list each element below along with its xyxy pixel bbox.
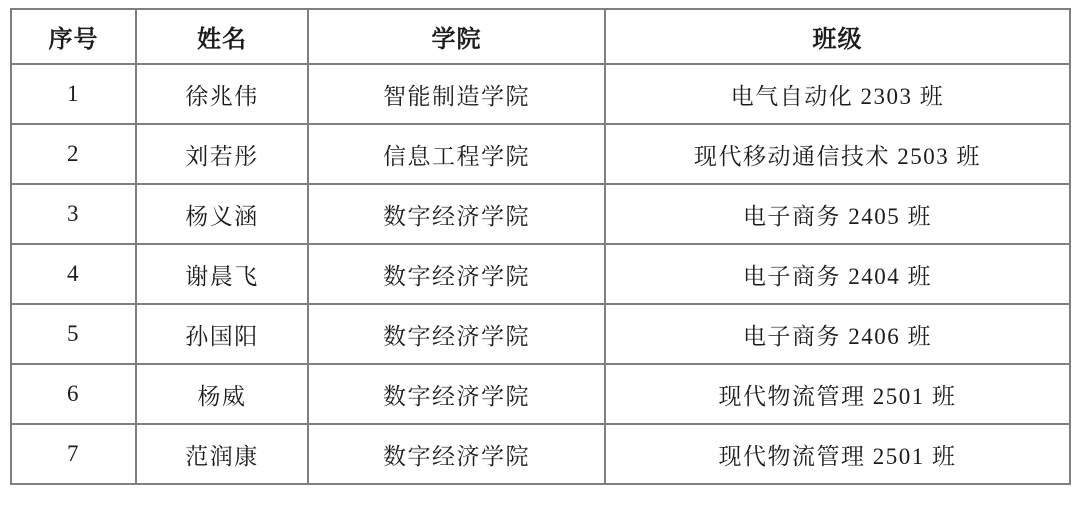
table-row [11, 184, 1070, 244]
cell-index: 6 [11, 364, 136, 424]
cell-class: 现代物流管理 2501 班 [605, 424, 1070, 484]
table-header [11, 9, 1070, 64]
cell-name: 杨义涵 [136, 184, 308, 244]
header-cell-name: 姓名 [136, 9, 308, 64]
table-row [11, 124, 1070, 184]
header-cell-index: 序号 [11, 9, 136, 64]
table-row [11, 364, 1070, 424]
table-row [11, 64, 1070, 124]
cell-college: 数字经济学院 [308, 244, 605, 304]
cell-name: 范润康 [136, 424, 308, 484]
table-row [11, 244, 1070, 304]
cell-index: 3 [11, 184, 136, 244]
cell-index: 2 [11, 124, 136, 184]
cell-name: 刘若彤 [136, 124, 308, 184]
student-roster-table [10, 8, 1071, 485]
header-cell-college: 学院 [308, 9, 605, 64]
cell-college: 数字经济学院 [308, 304, 605, 364]
cell-class: 电子商务 2406 班 [605, 304, 1070, 364]
cell-index: 5 [11, 304, 136, 364]
cell-class: 现代移动通信技术 2503 班 [605, 124, 1070, 184]
cell-class: 现代物流管理 2501 班 [605, 364, 1070, 424]
table-row [11, 424, 1070, 484]
cell-index: 1 [11, 64, 136, 124]
cell-college: 信息工程学院 [308, 124, 605, 184]
cell-college: 数字经济学院 [308, 364, 605, 424]
table-row [11, 304, 1070, 364]
cell-name: 杨威 [136, 364, 308, 424]
cell-name: 谢晨飞 [136, 244, 308, 304]
cell-index: 7 [11, 424, 136, 484]
header-cell-class: 班级 [605, 9, 1070, 64]
cell-name: 徐兆伟 [136, 64, 308, 124]
cell-college: 数字经济学院 [308, 424, 605, 484]
cell-college: 智能制造学院 [308, 64, 605, 124]
cell-name: 孙国阳 [136, 304, 308, 364]
cell-class: 电子商务 2404 班 [605, 244, 1070, 304]
table-body [11, 64, 1070, 484]
cell-index: 4 [11, 244, 136, 304]
cell-class: 电子商务 2405 班 [605, 184, 1070, 244]
header-row [11, 9, 1070, 64]
cell-class: 电气自动化 2303 班 [605, 64, 1070, 124]
cell-college: 数字经济学院 [308, 184, 605, 244]
